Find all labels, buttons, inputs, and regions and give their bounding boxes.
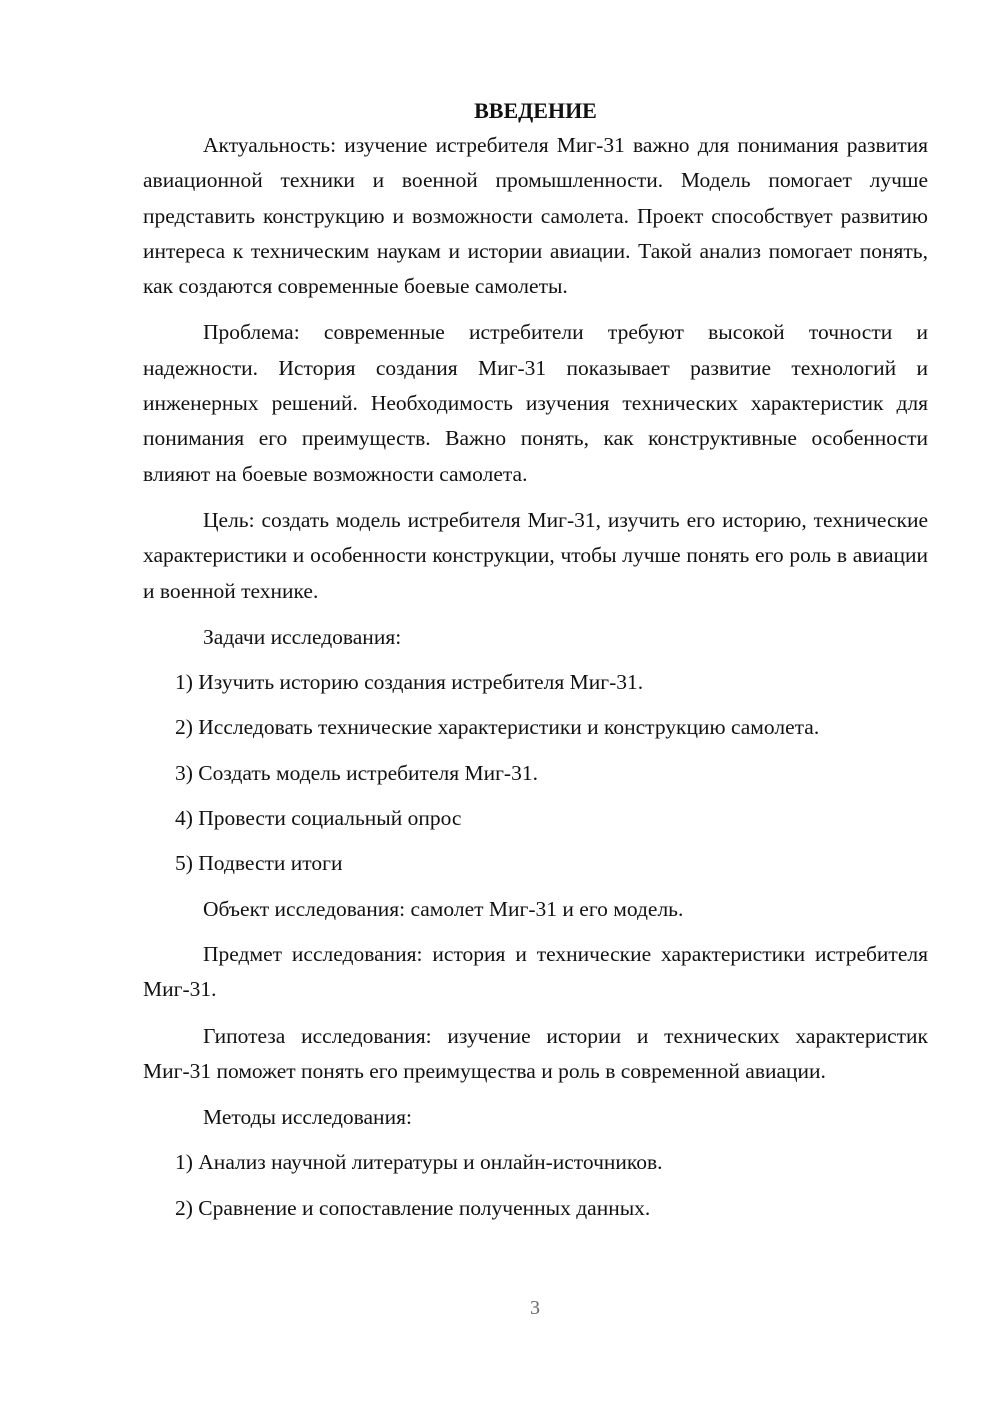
relevance-paragraph: Актуальность: изучение истребителя Миг-31 важно для понимания развития авиационной техники и военной промышленности. Модель помогает лучше представить конструкцию и возможности самолета. Проект способствует развитию интереса к техническим наукам и истории авиации. Такой анализ помогает понять, как создаются современные боевые самолеты. xyxy=(143,133,928,299)
section-heading: ВВЕДЕНИЕ xyxy=(474,98,597,123)
document-page xyxy=(143,95,928,1236)
methods-list xyxy=(143,1145,928,1226)
tasks-title: Задачи исследования: xyxy=(203,624,402,649)
object-paragraph: Объект исследования: самолет Миг-31 и его модель. xyxy=(203,896,684,921)
page-number: 3 xyxy=(530,1297,540,1319)
methods-title: Методы исследования: xyxy=(203,1105,412,1130)
list-item: 2) Сравнение и сопоставление полученных данных. xyxy=(175,1195,651,1220)
hypothesis-paragraph: Гипотеза исследования: изучение истории и технических характеристик Миг-31 поможет понять его преимущества и роль в современной авиации. xyxy=(143,1023,928,1083)
goal-paragraph: Цель: создать модель истребителя Миг-31, изучить его историю, технические характеристики и особенности конструкции, чтобы лучше понять его роль в авиации и военной технике. xyxy=(143,507,928,603)
list-item: 3) Создать модель истребителя Миг-31. xyxy=(175,760,538,785)
list-item: 2) Исследовать технические характеристики и конструкцию самолета. xyxy=(175,715,820,740)
list-item: 4) Провести социальный опрос xyxy=(175,806,462,831)
list-item: 1) Анализ научной литературы и онлайн-источников. xyxy=(175,1150,663,1175)
subject-paragraph: Предмет исследования: история и технические характеристики истребителя Миг-31. xyxy=(143,941,928,1002)
list-item: 1) Изучить историю создания истребителя Миг-31. xyxy=(175,670,644,695)
tasks-list xyxy=(143,665,928,881)
list-item: 5) Подвести итоги xyxy=(175,851,343,876)
problem-paragraph: Проблема: современные истребители требуют высокой точности и надежности. История создания Миг-31 показывает развитие технологий и инженерных решений. Необходимость изучения технических характеристик для понимания его преимуществ. Важно понять, как конструктивные особенности влияют на боевые возможности самолета. xyxy=(143,320,928,486)
